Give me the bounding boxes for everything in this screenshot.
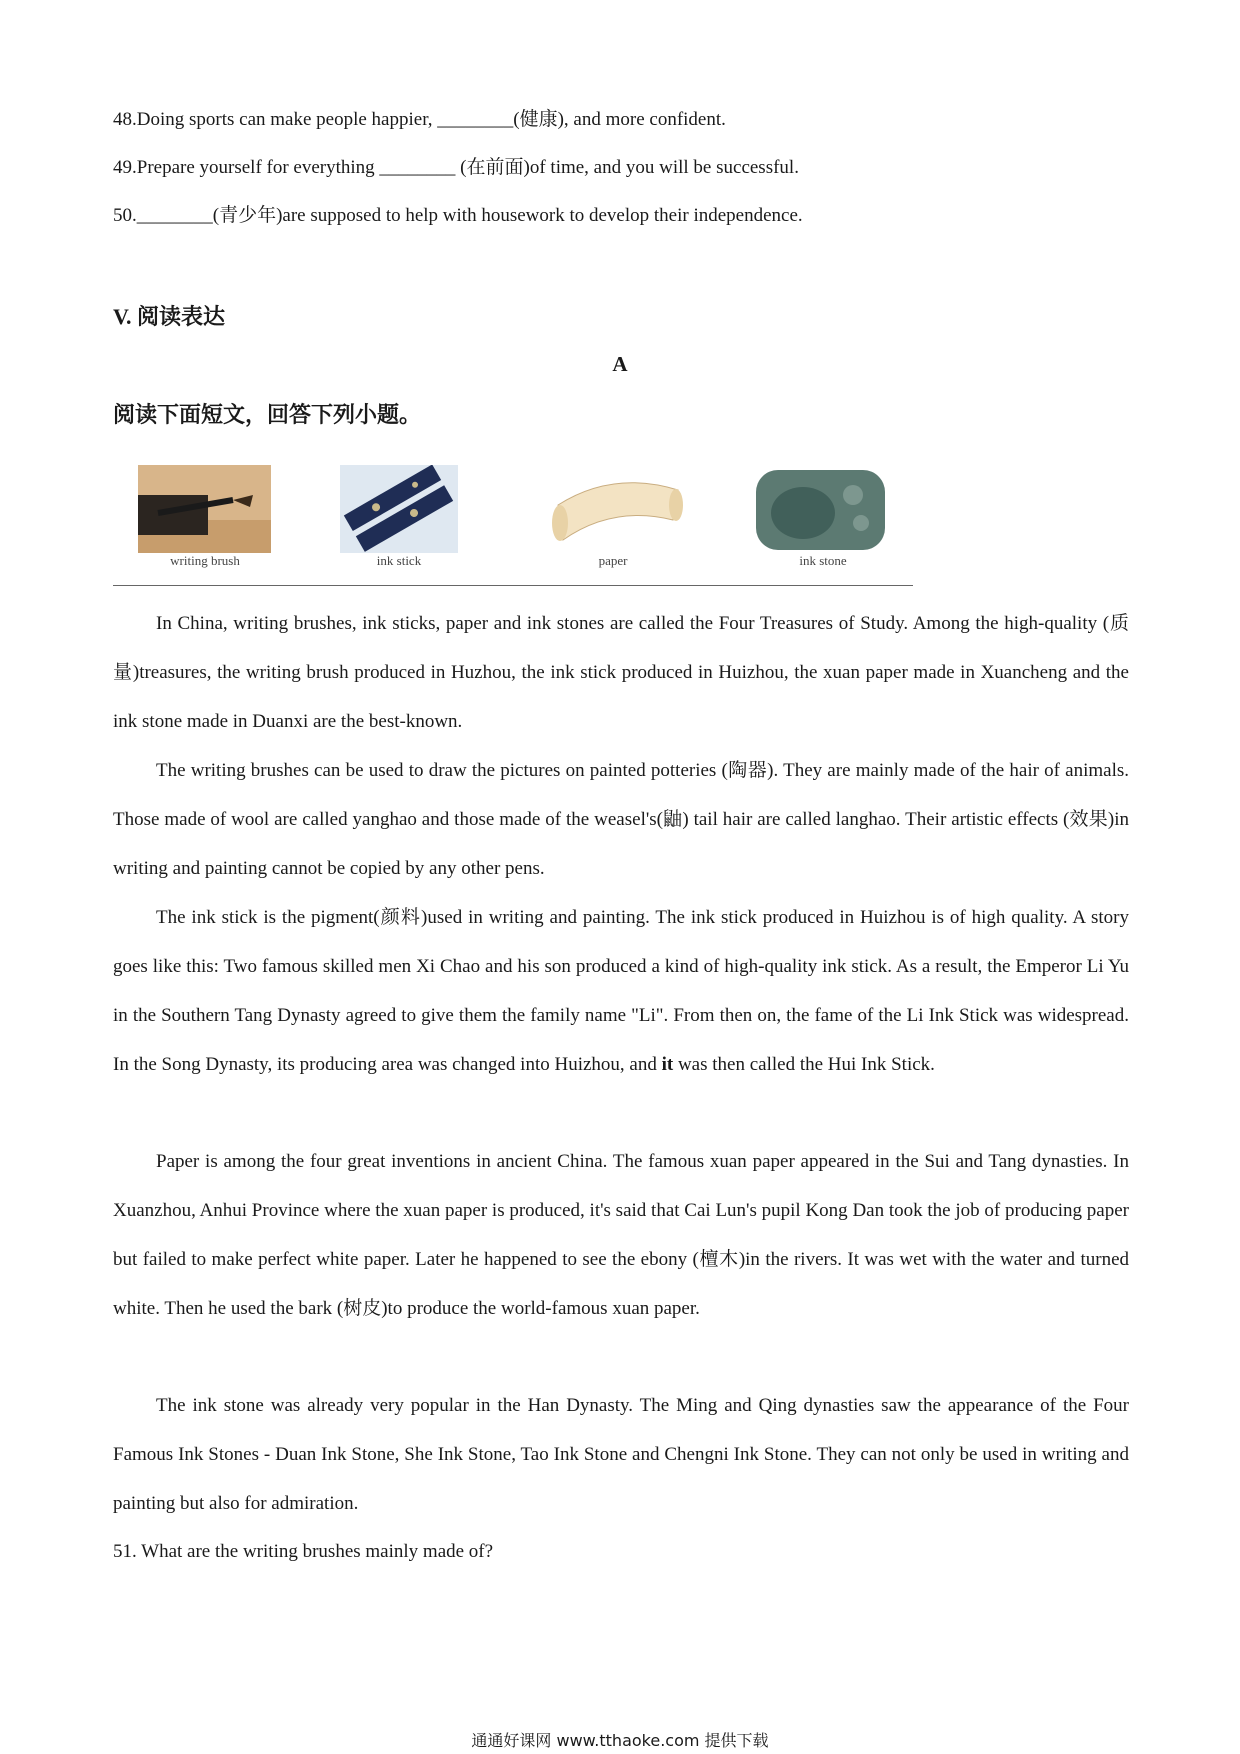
caption-ink-stick: ink stick bbox=[376, 553, 422, 568]
caption-writing-brush: writing brush bbox=[170, 553, 240, 568]
treasures-image-strip bbox=[113, 455, 913, 585]
ink-stone-icon bbox=[753, 465, 888, 553]
question-49: 49.Prepare yourself for everything ________ (在前面)of time, and you will be successful. bbox=[113, 157, 799, 178]
paragraph-2: The writing brushes can be used to draw the pictures on painted potteries (陶器). They are mainly made of the hair of animals. Those made of wool are called yanghao and those made of the weasel's(鼬) tail hair are called langhao. Their artistic effects (效果)in writing and painting cannot be copied by any other pens. bbox=[113, 760, 1129, 879]
bold-word-it: it bbox=[661, 1054, 674, 1075]
caption-paper: paper bbox=[598, 553, 628, 568]
footer: 通通好课网 www.tthaoke.com 提供下载 bbox=[471, 1731, 769, 1750]
passage-label: A bbox=[612, 352, 628, 376]
ink-stick-icon bbox=[340, 465, 458, 553]
paragraph-1: In China, writing brushes, ink sticks, paper and ink stones are called the Four Treasures of Study. Among the high-quality (质量)treasures, the writing brush produced in Huzhou, the ink stick produced in Huizhou, the xuan paper made in Xuancheng and the ink stone made in Duanxi are the best-known. bbox=[113, 613, 1129, 732]
writing-brush-icon bbox=[138, 465, 271, 553]
paragraph-5: The ink stone was already very popular in the Han Dynasty. The Ming and Qing dynasties saw the appearance of the Four Famous Ink Stones - Duan Ink Stone, She Ink Stone, Tao Ink Stone and Chengni Ink Stone. They can not only be used in writing and painting but also for admiration. bbox=[113, 1395, 1129, 1514]
paragraph-4: Paper is among the four great inventions in ancient China. The famous xuan paper appeared in the Sui and Tang dynasties. In Xuanzhou, Anhui Province where the xuan paper is produced, it's said that Cai Lun's pupil Kong Dan took the job of producing paper but failed to make perfect white paper. Later he happened to see the ebony (檀木)in the rivers. It was wet with the water and turned white. Then he used the bark (树皮)to produce the world-famous xuan paper. bbox=[113, 1151, 1129, 1319]
instruction: 阅读下面短文，回答下列小题。 bbox=[113, 402, 422, 427]
section-title: V. 阅读表达 bbox=[113, 304, 226, 329]
paper-scroll-icon bbox=[538, 465, 688, 553]
image-divider bbox=[113, 585, 913, 586]
question-50: 50.________(青少年)are supposed to help with housework to develop their independence. bbox=[113, 205, 803, 226]
question-48: 48.Doing sports can make people happier, ________(健康), and more confident. bbox=[113, 109, 726, 130]
caption-ink-stone: ink stone bbox=[799, 553, 847, 568]
paragraph-3: The ink stick is the pigment(颜料)used in writing and painting. The ink stick produced in Huizhou is of high quality. A story goes like this: Two famous skilled men Xi Chao and his son produced a kind of high-quality ink stick. As a result, the Emperor Li Yu in the Southern Tang Dynasty agreed to give them the family name "Li". From then on, the fame of the Li Ink Stick was widespread. In the Song Dynasty, its producing area was changed into Huizhou, and it was then called the Hui Ink Stick. bbox=[113, 907, 1129, 1075]
question-51: 51. What are the writing brushes mainly made of? bbox=[113, 1541, 494, 1562]
